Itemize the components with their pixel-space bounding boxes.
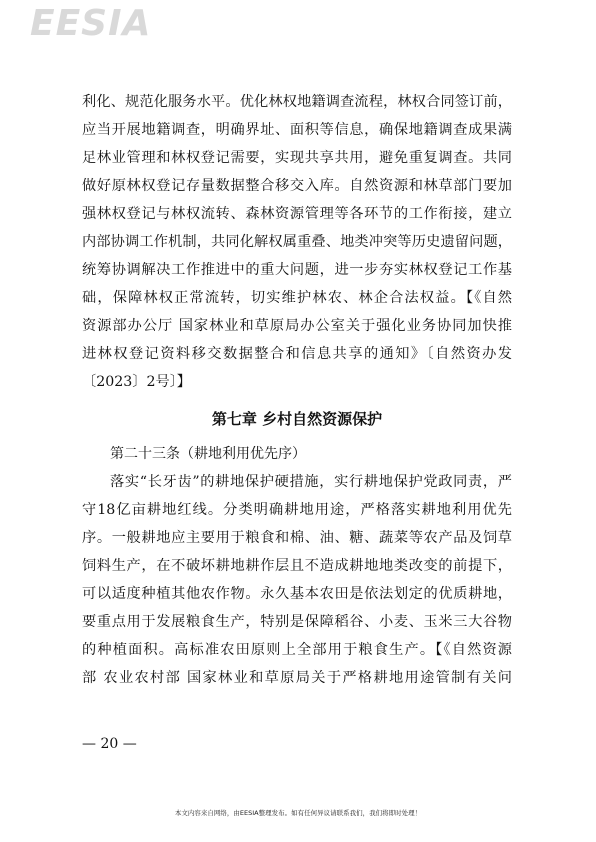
paragraph-line: 〔2023〕2号〕】 — [82, 374, 191, 390]
paragraph-line: 进林权登记资料移交数据整合和信息共享的通知》〔自然资办发 — [82, 346, 512, 362]
paragraph-line: 序。一般耕地应主要用于粮食和棉、油、糖、蔬菜等农产品及饲草 — [82, 530, 512, 546]
chapter-title: 第七章 乡村自然资源保护 — [211, 410, 383, 428]
paragraph-line: 落实“长牙齿”的耕地保护硬措施，实行耕地保护党政同责，严 — [110, 474, 512, 490]
paragraph-line: 强林权登记与林权流转、森林资源管理等各环节的工作衔接，建立 — [82, 206, 512, 222]
paragraph-line: 础，保障林权正常流转，切实维护林农、林企合法权益。【《自然 — [82, 290, 512, 306]
paragraph-line: 足林业管理和林权登记需要，实现共享共用，避免重复调查。共同 — [82, 150, 512, 166]
document-body — [82, 88, 512, 692]
paragraph-line: 资源部办公厅 国家林业和草原局办公室关于强化业务协同加快推 — [82, 318, 512, 334]
paragraph-line: 可以适度种植其他农作物。永久基本农田是依法划定的优质耕地， — [82, 586, 512, 602]
eesia-logo: EESIA — [30, 3, 152, 44]
paragraph-line: 内部协调工作机制，共同化解权属重叠、地类冲突等历史遗留问题， — [82, 234, 512, 250]
article-title: 第二十三条（耕地利用优先序） — [110, 446, 306, 462]
paragraph-line: 做好原林权登记存量数据整合移交入库。自然资源和林草部门要加 — [82, 178, 512, 194]
footer-disclaimer: 本文内容来自网络，由EESIA整理发布。如有任何异议请联系我们，我们将即时处理！ — [174, 809, 422, 817]
paragraph-line: 守18亿亩耕地红线。分类明确耕地用途，严格落实耕地利用优先 — [82, 502, 512, 518]
paragraph-line: 要重点用于发展粮食生产，特别是保障稻谷、小麦、玉米三大谷物 — [82, 614, 512, 630]
paragraph-line: 饲料生产，在不破坏耕地耕作层且不造成耕地地类改变的前提下， — [82, 558, 512, 574]
paragraph-line: 利化、规范化服务水平。优化林权地籍调查流程，林权合同签订前， — [82, 94, 512, 110]
page-number: — 20 — — [82, 736, 137, 752]
paragraph-line: 统筹协调解决工作推进中的重大问题，进一步夯实林权登记工作基 — [82, 262, 512, 278]
paragraph-line: 的种植面积。高标准农田原则上全部用于粮食生产。【《自然资源 — [82, 642, 512, 658]
paragraph-line: 部 农业农村部 国家林业和草原局关于严格耕地用途管制有关问 — [82, 670, 512, 686]
paragraph-line: 应当开展地籍调查，明确界址、面积等信息，确保地籍调查成果满 — [82, 122, 512, 138]
